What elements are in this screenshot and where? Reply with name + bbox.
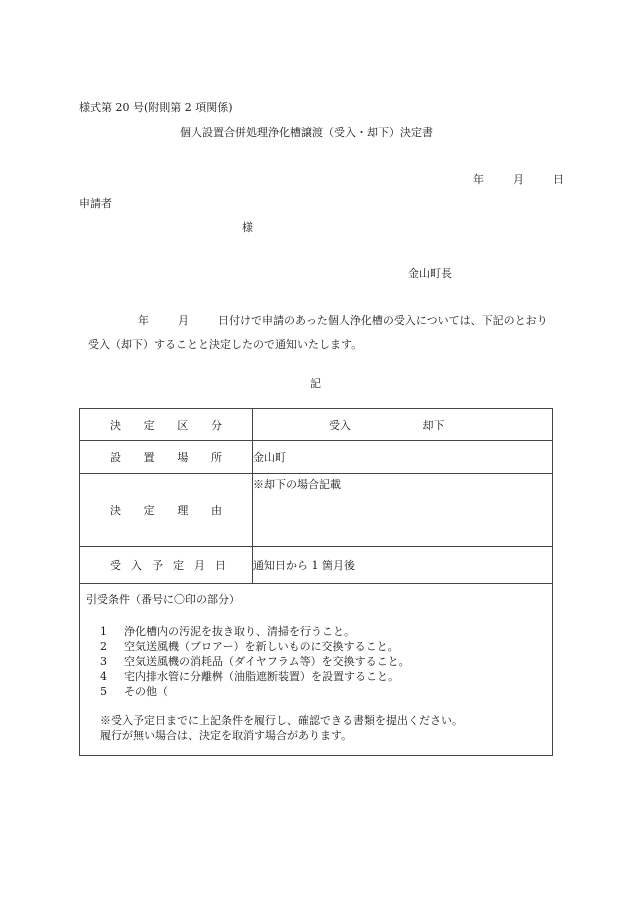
row-conditions <box>80 584 553 756</box>
option-reject[interactable]: 却下 <box>422 418 445 432</box>
condition-item[interactable] <box>86 684 546 699</box>
label-char: 所 <box>210 451 222 464</box>
condition-item[interactable] <box>86 669 546 684</box>
reason-note: ※却下の場合記載 <box>253 478 341 491</box>
body-line-1 <box>138 312 548 328</box>
label-scheduled <box>80 547 253 584</box>
option-accept[interactable]: 受入 <box>329 418 351 432</box>
date-day: 日 <box>553 173 564 186</box>
conditions-note-2: 履行が無い場合は、決定を取消す場合があります。 <box>100 729 353 742</box>
issuer: 金山町長 <box>408 267 452 280</box>
conditions-note-1: ※受入予定日までに上記条件を履行し、確認できる書類を提出ください。 <box>100 714 463 727</box>
label-char: 置 <box>143 451 155 464</box>
decision-table <box>79 408 553 756</box>
label-decision <box>80 409 253 441</box>
label-char: 定 <box>143 504 155 517</box>
condition-text: 浄化槽内の汚泥を抜き取り、清掃を行うこと。 <box>124 625 355 638</box>
condition-item[interactable] <box>86 639 546 654</box>
condition-item[interactable] <box>86 654 546 669</box>
body-text: 日付けで申請のあった個人浄化槽の受入については、下記のとおり <box>218 314 548 327</box>
body-line-2: 受入（却下）することと決定したので通知いたします。 <box>88 338 363 351</box>
label-char: 月 <box>194 559 205 572</box>
label-char: 決 <box>110 418 121 432</box>
value-reason[interactable] <box>253 474 553 547</box>
body-year: 年 <box>138 314 149 327</box>
label-char: 定 <box>173 559 184 572</box>
label-char: 由 <box>210 504 222 517</box>
condition-number: 2 <box>100 640 107 653</box>
condition-text: 宅内排水管に分離桝（油脂遮断装置）を設置すること。 <box>124 670 399 683</box>
condition-text: 空気送風機（ブロアー）を新しいものに交換すること。 <box>124 640 399 653</box>
conditions-cell <box>80 584 553 756</box>
condition-number: 4 <box>100 670 107 683</box>
condition-number: 5 <box>100 685 107 698</box>
label-char: 定 <box>143 418 155 432</box>
date-line <box>473 171 564 187</box>
condition-number: 1 <box>100 625 107 638</box>
form-number: 様式第 20 号(附則第 2 項関係) <box>79 101 233 114</box>
condition-number: 3 <box>100 655 107 668</box>
document-title: 個人設置合併処理浄化槽譲渡（受入・却下）決定書 <box>180 126 433 139</box>
row-scheduled <box>80 547 553 584</box>
label-location <box>80 441 253 474</box>
condition-item[interactable] <box>86 624 546 639</box>
conditions-heading: 引受条件（番号に〇印の部分） <box>86 593 240 606</box>
condition-text: 空気送風機の消耗品（ダイヤフラム等）を交換すること。 <box>124 655 410 668</box>
label-reason <box>80 474 253 547</box>
condition-text: その他（ <box>124 685 168 698</box>
label-char: 入 <box>131 559 142 572</box>
label-char: 場 <box>177 451 189 464</box>
label-char: 設 <box>110 451 121 464</box>
date-month: 月 <box>513 173 524 186</box>
row-decision <box>80 409 553 441</box>
row-location <box>80 441 553 474</box>
label-char: 決 <box>110 504 121 517</box>
label-char: 分 <box>210 418 222 432</box>
value-scheduled[interactable]: 通知日から 1 箇月後 <box>253 547 553 584</box>
honorific: 様 <box>242 221 253 234</box>
label-char: 理 <box>177 504 189 517</box>
ki-heading: 記 <box>310 377 321 390</box>
body-month: 月 <box>178 314 189 327</box>
date-year: 年 <box>473 173 484 186</box>
label-char: 予 <box>152 559 163 572</box>
applicant-label: 申請者 <box>79 197 112 210</box>
row-reason <box>80 474 553 547</box>
value-location[interactable]: 金山町 <box>253 441 553 474</box>
value-decision <box>253 409 553 441</box>
label-char: 日 <box>215 559 226 572</box>
label-char: 受 <box>110 559 121 572</box>
label-char: 区 <box>177 418 189 432</box>
